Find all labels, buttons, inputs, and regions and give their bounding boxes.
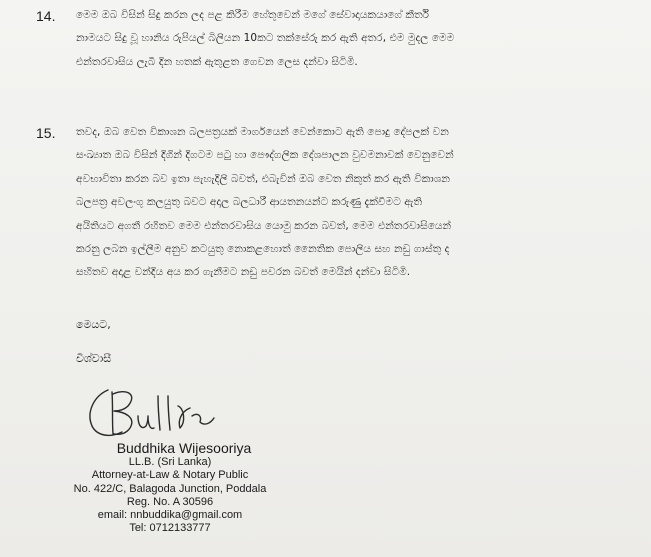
signatory-reg-no: Reg. No. A 30596: [126, 495, 214, 508]
signatory-name: Buddhika Wijesooriya: [116, 440, 252, 456]
signatory-title: Attorney-at-Law & Notary Public: [91, 469, 249, 482]
signatory-phone: Tel: 0712133777: [129, 522, 211, 535]
paragraph-line: අවභාවිතා කරන බව ඉතා පැහැදිලි බවත්, එබැවින් ඔබ වෙත නිකුත් කර ඇති විකාශන: [76, 172, 451, 185]
handwritten-signature-icon: [80, 382, 230, 448]
paragraph-line: සහිතව අදාළ වන්දිය අය කර ගැනීමට නඩු පවරන බවත් මෙයින් දන්වා සිටිමි.: [76, 266, 411, 279]
paragraph-line: බලපත්‍ර අවලංගු කලයුතු බවට අදාල බලධාරී ආයතනයන්ට කරුණු දැක්වීමට ඇති: [76, 196, 423, 209]
paragraph-line: එන්තරවාසිය ලැබී දින හතක් ඇතුළත ගෙවන ලෙස දන්වා සිටිමි.: [76, 55, 358, 68]
paragraph-line: මෙම ඔබ විසින් සිදු කරන ලද පළ කිරීම හේතුවෙන් මගේ සේවාදායකයාගේ කීර්ති: [76, 9, 430, 21]
paragraph-line: නාමයට සිදු වූ හානිය රුපියල් බිලියන 10කට තක්සේරු කර ඇති අතර, එම මුදල මෙම: [76, 32, 455, 45]
paragraph-line: සංඛ්‍යාත ඔබ විසින් දිගින් දිගටම පටු හා පෞද්ගලික දේශපාලන වුවමනාවක් වෙනුවෙන්: [76, 149, 454, 162]
closing-salutation: මෙයට,: [76, 318, 111, 331]
paragraph-line: කරනු ලබන ඉල්ලීම අනුව කටයුතු නොකළහොත් නෛතික පොලිය සහ නඩු ගාස්තු ද: [76, 243, 450, 256]
paragraph-body: [76, 121, 631, 285]
signature-block: [60, 440, 280, 536]
paragraph-line: අයිතියට අගතී රහිතව මෙම එන්තරවාසිය යොමු කරන බවත්, මෙම එන්තරවාසියෙන්: [76, 219, 452, 232]
closing-faithfully: විශ්වාසී: [76, 352, 112, 365]
signatory-qualification: LL.B. (Sri Lanka): [128, 456, 212, 468]
signatory-email: email: nnbuddika@gmail.com: [97, 509, 243, 522]
paragraph-number: 15.: [36, 125, 56, 141]
paragraph-line: තවද, ඔබ වෙත විකාශන බලපත්‍රයක් මාර්ගයෙන් වෙන්කොට ඇති පොදු දේපලක් වන: [76, 126, 449, 138]
signatory-address: No. 422/C, Balagoda Junction, Poddala: [73, 482, 267, 495]
paragraph-body: [76, 4, 631, 74]
paragraph-number: 14.: [36, 8, 56, 24]
